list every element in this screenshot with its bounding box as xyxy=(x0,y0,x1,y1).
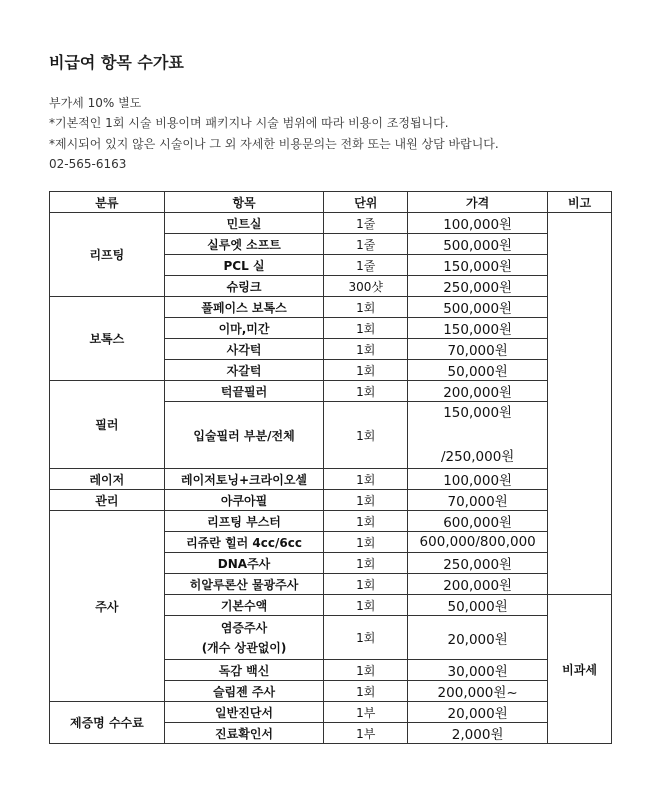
unit-cell: 1줄 xyxy=(324,255,408,276)
item-cell xyxy=(164,616,324,660)
unit-cell: 1회 xyxy=(324,595,408,616)
price-cell: 150,000원 xyxy=(408,318,548,339)
table-row xyxy=(50,490,612,511)
unit-cell: 1회 xyxy=(324,574,408,595)
item-cell: DNA주사 xyxy=(164,553,324,574)
item-cell: 진료확인서 xyxy=(164,723,324,744)
unit-cell: 1회 xyxy=(324,553,408,574)
item-cell: PCL 실 xyxy=(164,255,324,276)
item-cell: 민트실 xyxy=(164,213,324,234)
price-cell: 250,000원 xyxy=(408,276,548,297)
header-item: 항목 xyxy=(164,192,324,213)
price-line-1: 150,000원 xyxy=(443,405,513,421)
price-table xyxy=(49,191,612,744)
price-cell: 2,000원 xyxy=(408,723,548,744)
item-cell: 슬림젠 주사 xyxy=(164,681,324,702)
inquiry-note: *제시되어 있지 않은 시술이나 그 외 자세한 비용문의는 전화 또는 내원 상담 바랍니다. xyxy=(49,136,499,151)
unit-cell: 1회 xyxy=(324,490,408,511)
unit-cell: 1회 xyxy=(324,532,408,553)
unit-cell: 1회 xyxy=(324,511,408,532)
unit-cell: 1줄 xyxy=(324,234,408,255)
table-row xyxy=(50,213,612,234)
item-cell: 리쥬란 힐러 4cc/6cc xyxy=(164,532,324,553)
unit-cell: 1줄 xyxy=(324,213,408,234)
category-care: 관리 xyxy=(50,490,165,511)
item-cell: 일반진단서 xyxy=(164,702,324,723)
base-price-note: *기본적인 1회 시술 비용이며 패키지나 시술 범위에 따라 비용이 조정됩니다. xyxy=(49,116,449,131)
unit-cell: 1부 xyxy=(324,702,408,723)
price-cell: 600,000/800,000 xyxy=(408,532,548,553)
category-laser: 레이저 xyxy=(50,469,165,490)
table-row xyxy=(50,469,612,490)
price-cell: 30,000원 xyxy=(408,660,548,681)
header-unit: 단위 xyxy=(324,192,408,213)
item-cell: 이마,미간 xyxy=(164,318,324,339)
item-cell: 입술필러 부분/전체 xyxy=(164,402,324,469)
unit-cell: 1부 xyxy=(324,723,408,744)
item-line-2: (개수 상관없이) xyxy=(201,640,287,655)
price-cell: 70,000원 xyxy=(408,339,548,360)
price-cell: 500,000원 xyxy=(408,297,548,318)
item-cell: 기본수액 xyxy=(164,595,324,616)
item-cell: 슈링크 xyxy=(164,276,324,297)
unit-cell: 1회 xyxy=(324,660,408,681)
price-cell: 500,000원 xyxy=(408,234,548,255)
price-cell: 70,000원 xyxy=(408,490,548,511)
item-cell: 턱끝필러 xyxy=(164,381,324,402)
table-row xyxy=(50,381,612,402)
price-cell: 20,000원 xyxy=(408,702,548,723)
category-certificate: 제증명 수수료 xyxy=(50,702,165,744)
table-header-row xyxy=(50,192,612,213)
table-row xyxy=(50,297,612,318)
notes-block xyxy=(49,93,499,174)
remark-vat-exempt: 비과세 xyxy=(548,595,612,744)
unit-cell: 1회 xyxy=(324,339,408,360)
price-cell: 600,000원 xyxy=(408,511,548,532)
category-filler: 필러 xyxy=(50,381,165,469)
price-line-2: /250,000원 xyxy=(440,449,515,465)
category-lifting: 리프팅 xyxy=(50,213,165,297)
price-cell: 150,000원 xyxy=(408,255,548,276)
page-title: 비급여 항목 수가표 xyxy=(49,53,184,72)
unit-cell: 1회 xyxy=(324,318,408,339)
phone-number: 02-565-6163 xyxy=(49,156,127,171)
unit-cell: 1회 xyxy=(324,381,408,402)
item-cell: 사각턱 xyxy=(164,339,324,360)
vat-note: 부가세 10% 별도 xyxy=(49,96,142,110)
header-price: 가격 xyxy=(408,192,548,213)
table-row xyxy=(50,511,612,532)
item-cell: 독감 백신 xyxy=(164,660,324,681)
item-cell: 풀페이스 보톡스 xyxy=(164,297,324,318)
unit-cell: 1회 xyxy=(324,681,408,702)
price-cell: 100,000원 xyxy=(408,213,548,234)
price-cell xyxy=(408,402,548,469)
price-cell: 50,000원 xyxy=(408,595,548,616)
item-cell: 아쿠아필 xyxy=(164,490,324,511)
category-injection: 주사 xyxy=(50,511,165,702)
unit-cell: 1회 xyxy=(324,402,408,469)
price-cell: 100,000원 xyxy=(408,469,548,490)
item-cell: 리프팅 부스터 xyxy=(164,511,324,532)
unit-cell: 1회 xyxy=(324,616,408,660)
unit-cell: 300샷 xyxy=(324,276,408,297)
price-cell: 200,000원~ xyxy=(408,681,548,702)
unit-cell: 1회 xyxy=(324,297,408,318)
price-cell: 20,000원 xyxy=(408,616,548,660)
unit-cell: 1회 xyxy=(324,360,408,381)
price-spacer xyxy=(408,424,547,446)
price-cell: 200,000원 xyxy=(408,381,548,402)
price-cell: 50,000원 xyxy=(408,360,548,381)
table-row xyxy=(50,702,612,723)
header-remark: 비고 xyxy=(548,192,612,213)
item-cell: 레이저토닝+크라이오셀 xyxy=(164,469,324,490)
remark-cell-empty xyxy=(548,213,612,595)
unit-cell: 1회 xyxy=(324,469,408,490)
header-category: 분류 xyxy=(50,192,165,213)
price-cell: 200,000원 xyxy=(408,574,548,595)
item-cell: 히알루론산 물광주사 xyxy=(164,574,324,595)
item-line-1: 염증주사 xyxy=(220,620,268,635)
price-cell: 250,000원 xyxy=(408,553,548,574)
item-cell: 자갈턱 xyxy=(164,360,324,381)
item-cell: 실루엣 소프트 xyxy=(164,234,324,255)
category-botox: 보톡스 xyxy=(50,297,165,381)
